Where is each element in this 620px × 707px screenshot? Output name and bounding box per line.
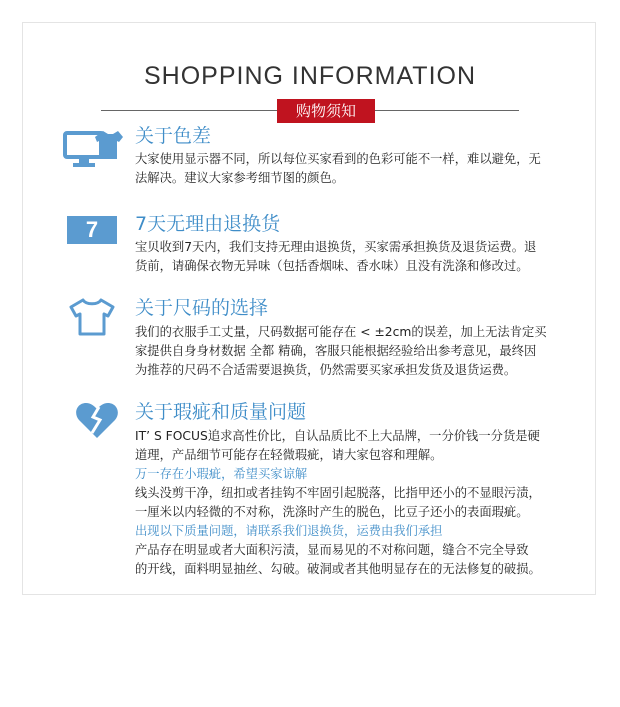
text-line: 为推荐的尺码不合适需要退换货，仍然需要买家承担发货及退货运费。 [135, 363, 517, 377]
title-english: SHOPPING INFORMATION [143, 62, 477, 90]
text-line: 法解决。建议大家参考细节图的颜色。 [135, 171, 345, 185]
text-line: 的开线，面料明显抽丝、勾破。破洞或者其他明显存在的无法修复的破损。 [135, 562, 541, 576]
broken-heart-icon [75, 400, 119, 440]
highlight-note: 万一存在小瑕疵，希望买家谅解 [135, 467, 308, 481]
section-text [135, 150, 571, 188]
divider-left [101, 110, 277, 111]
section-title: 关于尺码的选择 [135, 297, 269, 319]
divider-right [375, 110, 519, 111]
text-line: 家提供自身身材数据 全都 精确，客服只能根据经验给出参考意见，最终因 [135, 344, 537, 358]
section-title: 7天无理由退换货 [135, 213, 281, 235]
text-line: 道理，产品细节可能存在轻微瑕疵，请大家包容和理解。 [135, 448, 443, 462]
monitor-tshirt-icon [63, 127, 123, 171]
text-line: 货前，请确保衣物无异味（包括香烟味、香水味）且没有洗涤和修改过。 [135, 259, 529, 273]
section-text [135, 323, 571, 380]
section-text [135, 427, 571, 579]
text-line: 一厘米以内轻微的不对称，洗涤时产生的脱色，比豆子还小的表面瑕疵。 [135, 505, 529, 519]
section-title: 关于色差 [135, 125, 212, 147]
number-7-badge: 7 [67, 216, 117, 244]
section-title: 关于瑕疵和质量问题 [135, 401, 307, 423]
text-line: 宝贝收到7天内，我们支持无理由退换货，买家需承担换货及退货运费。退 [135, 240, 537, 254]
text-line: 产品存在明显或者大面积污渍，显而易见的不对称问题，缝合不完全导致 [135, 543, 529, 557]
section-text [135, 238, 571, 276]
text-line: 线头没剪干净，纽扣或者挂钩不牢固引起脱落，比指甲还小的不显眼污渍， [135, 486, 541, 500]
text-line: 我们的衣服手工丈量，尺码数据可能存在 < ±2cm的误差，加上无法肯定买 [135, 325, 547, 339]
highlight-note: 出现以下质量问题，请联系我们退换货，运费由我们承担 [135, 524, 443, 538]
info-panel [22, 22, 596, 595]
text-line: IT’ S FOCUS追求高性价比，自认品质比不上大品牌，一分价钱一分货是硬 [135, 429, 540, 443]
title-chinese-badge: 购物须知 [277, 99, 375, 123]
text-line: 大家使用显示器不同，所以每位买家看到的色彩可能不一样，难以避免，无 [135, 152, 541, 166]
tshirt-icon [67, 297, 117, 337]
